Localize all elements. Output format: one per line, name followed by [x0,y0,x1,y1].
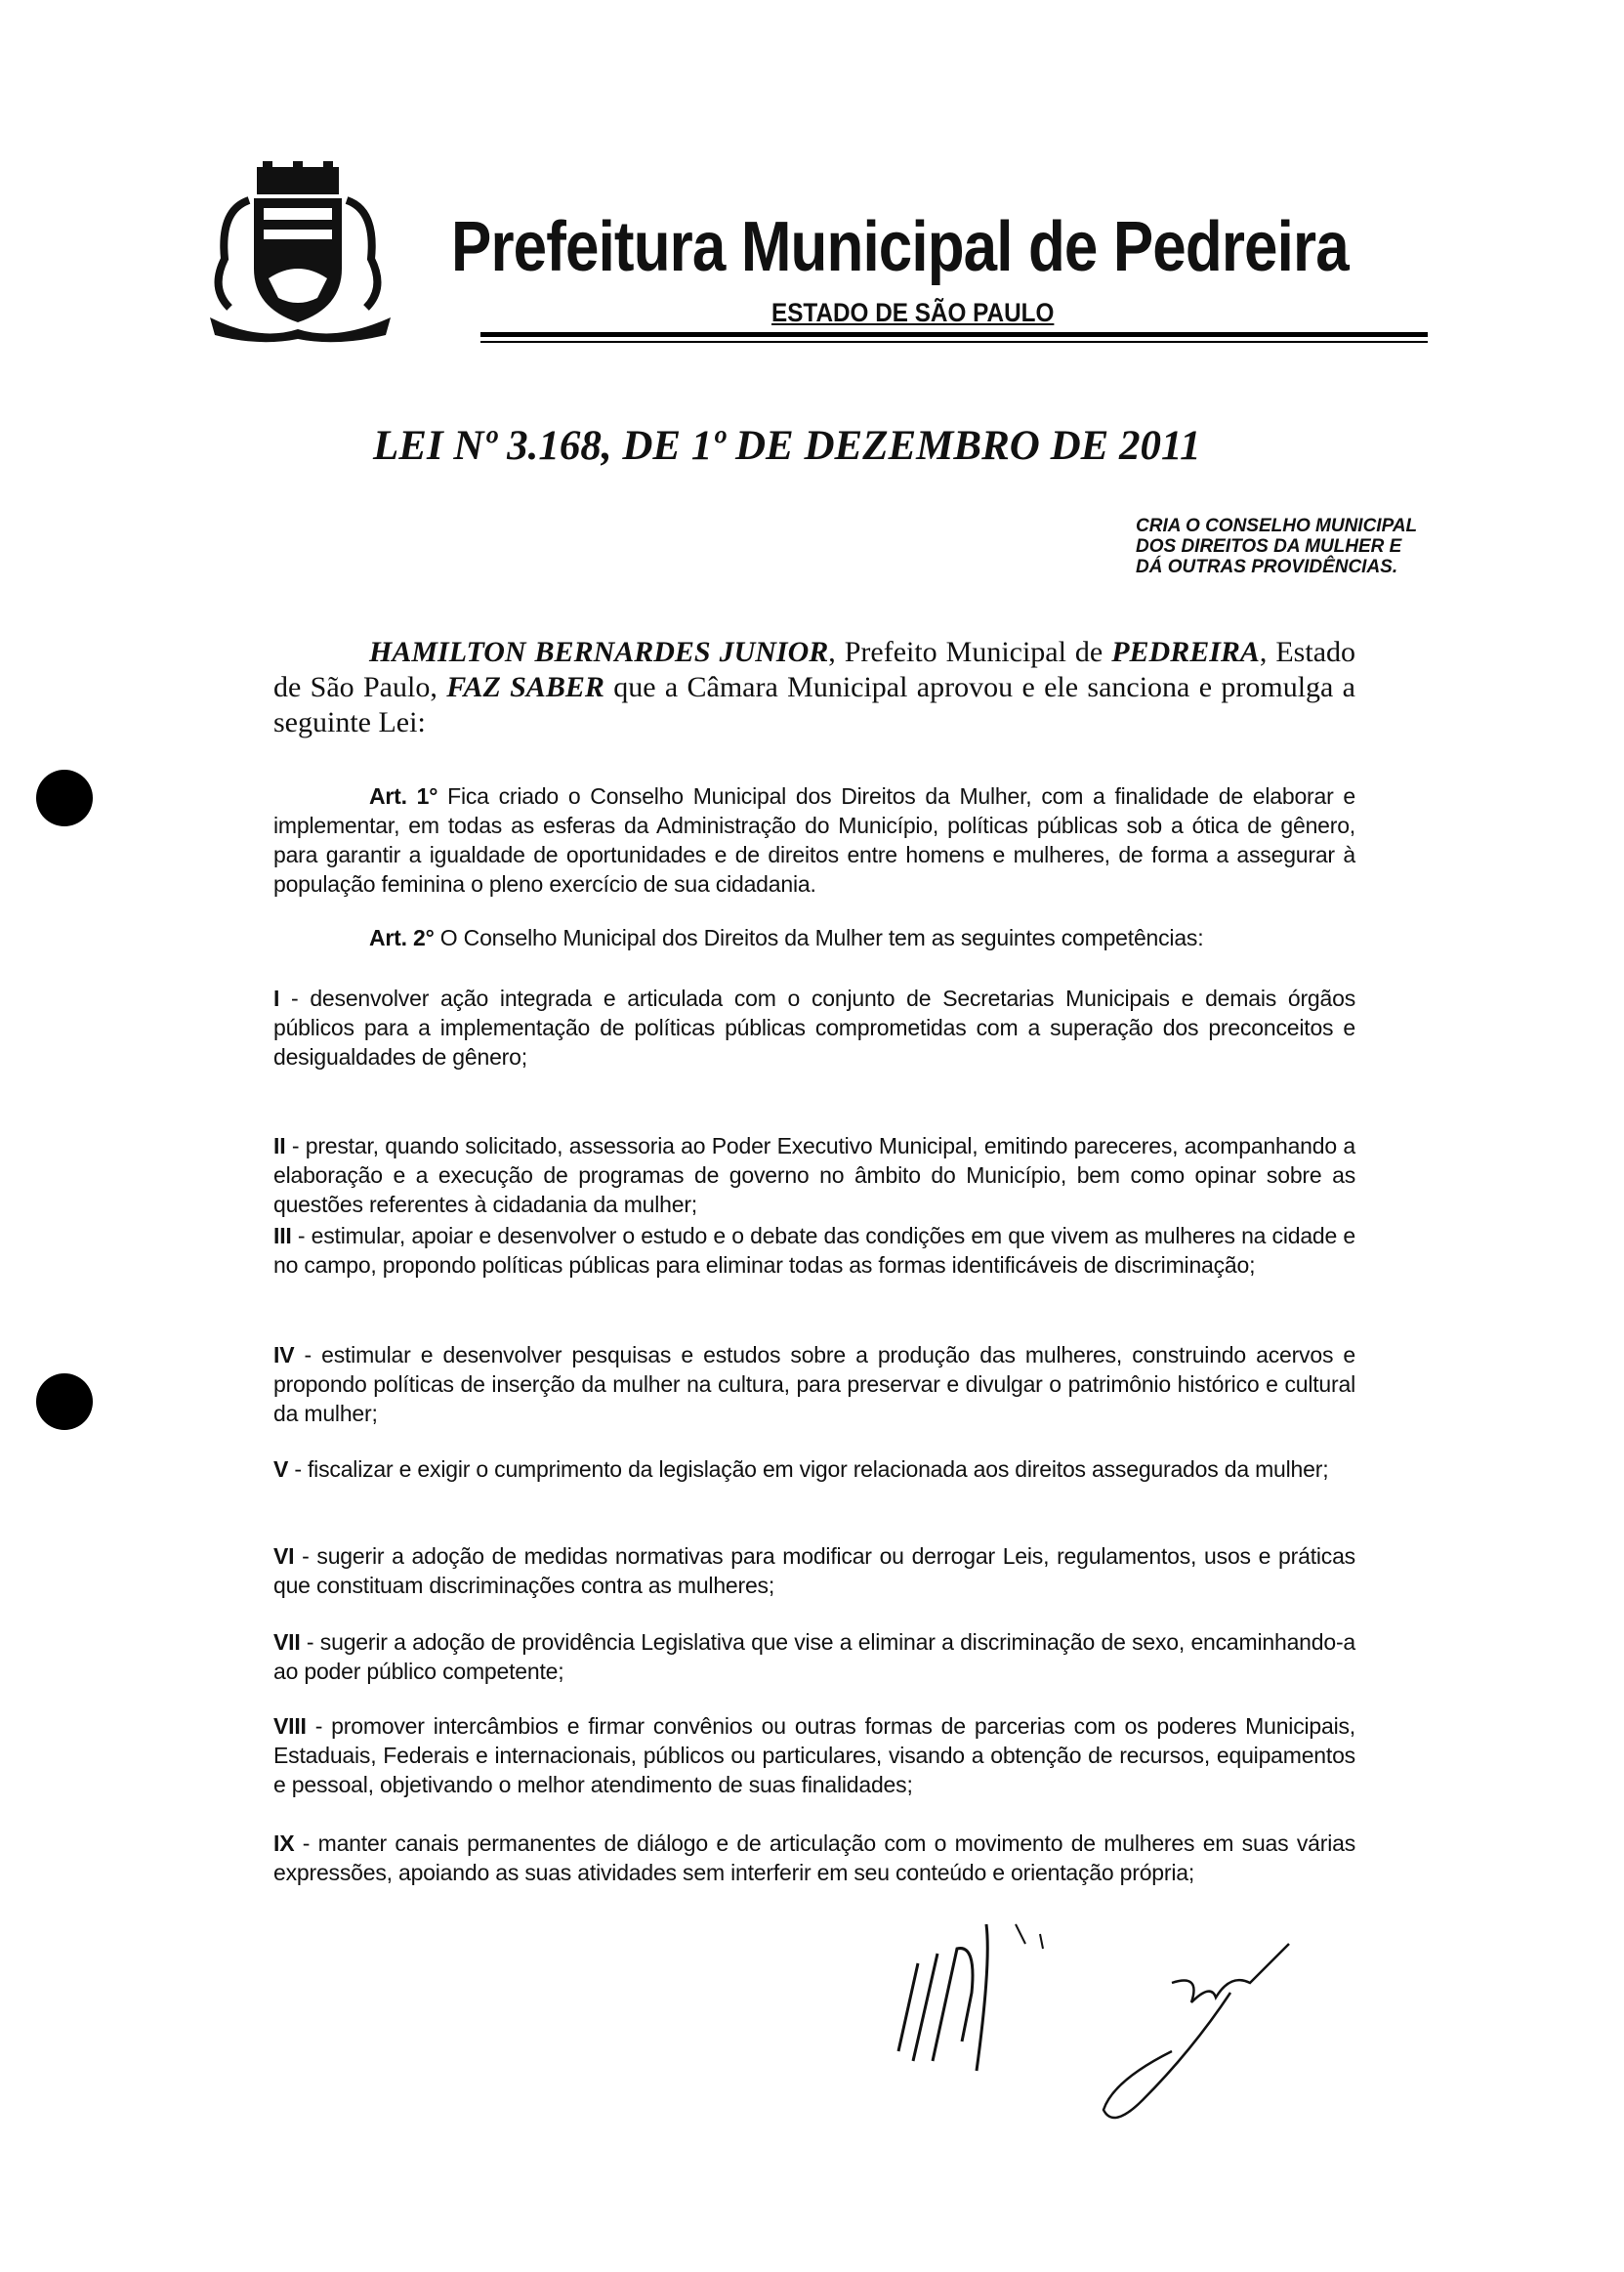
ementa-line: CRIA O CONSELHO MUNICIPAL [1136,516,1418,536]
item-v [273,1454,1355,1484]
item-vii [273,1627,1355,1686]
item-text: - estimular, apoiar e desenvolver o estudo e o debate das condições em que vivem as mulheres na cidade e no campo, propondo políticas públicas para eliminar todas as formas identificáveis de discriminação; [273,1223,1355,1278]
item-text: - promover intercâmbios e firmar convênios ou outras formas de parcerias com os poderes Municipais, Estaduais, Federais e internacionais, públicos ou particulares, visando a obtenção de recursos, equipamentos e pessoal, objetivando o melhor atendimento de suas finalidades; [273,1713,1355,1797]
item-viii [273,1711,1355,1799]
municipal-coat-of-arms-logo [200,161,396,347]
item-label: VIII [273,1713,307,1739]
header-title: Prefeitura Municipal de Pedreira [451,208,1349,286]
preamble-text: , Prefeito Municipal de [828,636,1112,668]
item-text: - sugerir a adoção de providência Legislativa que vise a eliminar a discriminação de sexo, encaminhando-a ao poder público competente; [273,1629,1355,1684]
header-rule [480,332,1428,337]
article-label: Art. 2° [369,925,435,950]
preamble-text: , Estado de São Paulo, [273,636,1356,703]
article-1 [273,781,1355,899]
item-label: III [273,1223,292,1248]
item-label: VI [273,1543,295,1569]
item-iii [273,1221,1355,1280]
article-label: Art. 1° [369,783,438,809]
item-label: V [273,1456,289,1482]
header-rule [480,341,1428,343]
item-ii [273,1131,1355,1219]
item-text: - manter canais permanentes de diálogo e de articulação com o movimento de mulheres em suas várias expressões, apoiando as suas atividades sem interferir em seu conteúdo e orientação própria; [273,1830,1355,1885]
item-ix [273,1829,1355,1887]
ementa-line: DÁ OUTRAS PROVIDÊNCIAS. [1136,557,1398,577]
faz-saber: FAZ SABER [446,671,604,703]
item-text: - sugerir a adoção de medidas normativas para modificar ou derrogar Leis, regulamentos, usos e práticas que constituam discriminações contra as mulheres; [273,1543,1355,1598]
article-text: O Conselho Municipal dos Direitos da Mulher tem as seguintes competências: [434,925,1204,950]
article-text: Fica criado o Conselho Municipal dos Direitos da Mulher, com a finalidade de elaborar e implementar, em todas as esferas da Administração do Município, políticas públicas sob a ótica de gênero, para garantir a igualdade de oportunidades e de direitos entre homens e mulheres, de forma a assegurar à população feminina o pleno exercício de sua cidadania. [273,783,1355,897]
punch-hole [36,1373,93,1430]
header-subtitle: ESTADO DE SÃO PAULO [771,298,1055,327]
preamble [273,635,1355,740]
mayor-name: HAMILTON BERNARDES JUNIOR [369,636,829,668]
item-text: - prestar, quando solicitado, assessoria ao Poder Executivo Municipal, emitindo pareceres, acompanhando a elaboração e a execução de programas de governo no âmbito do Município, bem como opinar sobre as questões referentes à cidadania da mulher; [273,1133,1355,1217]
item-label: IV [273,1342,295,1367]
item-label: I [273,986,280,1011]
item-vi [273,1541,1355,1600]
article-2 [273,923,1355,952]
handwritten-signatures [879,1905,1309,2139]
ementa [1136,516,1417,577]
law-title: LEI Nº 3.168, DE 1º DE DEZEMBRO DE 2011 [373,423,1201,469]
item-text: - desenvolver ação integrada e articulada com o conjunto de Secretarias Municipais e demais órgãos públicos para a implementação de políticas públicas comprometidas com a superação dos preconceitos e desigualdades de gênero; [273,986,1355,1070]
preamble-text: que a Câmara Municipal aprovou e ele sanciona e promulga a seguinte Lei: [273,671,1356,738]
ementa-line: DOS DIREITOS DA MULHER E [1136,536,1402,557]
item-text: - fiscalizar e exigir o cumprimento da legislação em vigor relacionada aos direitos assegurados da mulher; [288,1456,1329,1482]
punch-hole [36,770,93,826]
city-name: PEDREIRA [1111,636,1260,668]
item-iv [273,1340,1355,1428]
item-label: IX [273,1830,295,1856]
item-label: VII [273,1629,301,1655]
item-label: II [273,1133,286,1158]
item-text: - estimular e desenvolver pesquisas e estudos sobre a produção das mulheres, construindo acervos e propondo políticas de inserção da mulher na cultura, para preservar e divulgar o patrimônio histórico e cultural da mulher; [273,1342,1355,1426]
item-i [273,984,1355,1072]
